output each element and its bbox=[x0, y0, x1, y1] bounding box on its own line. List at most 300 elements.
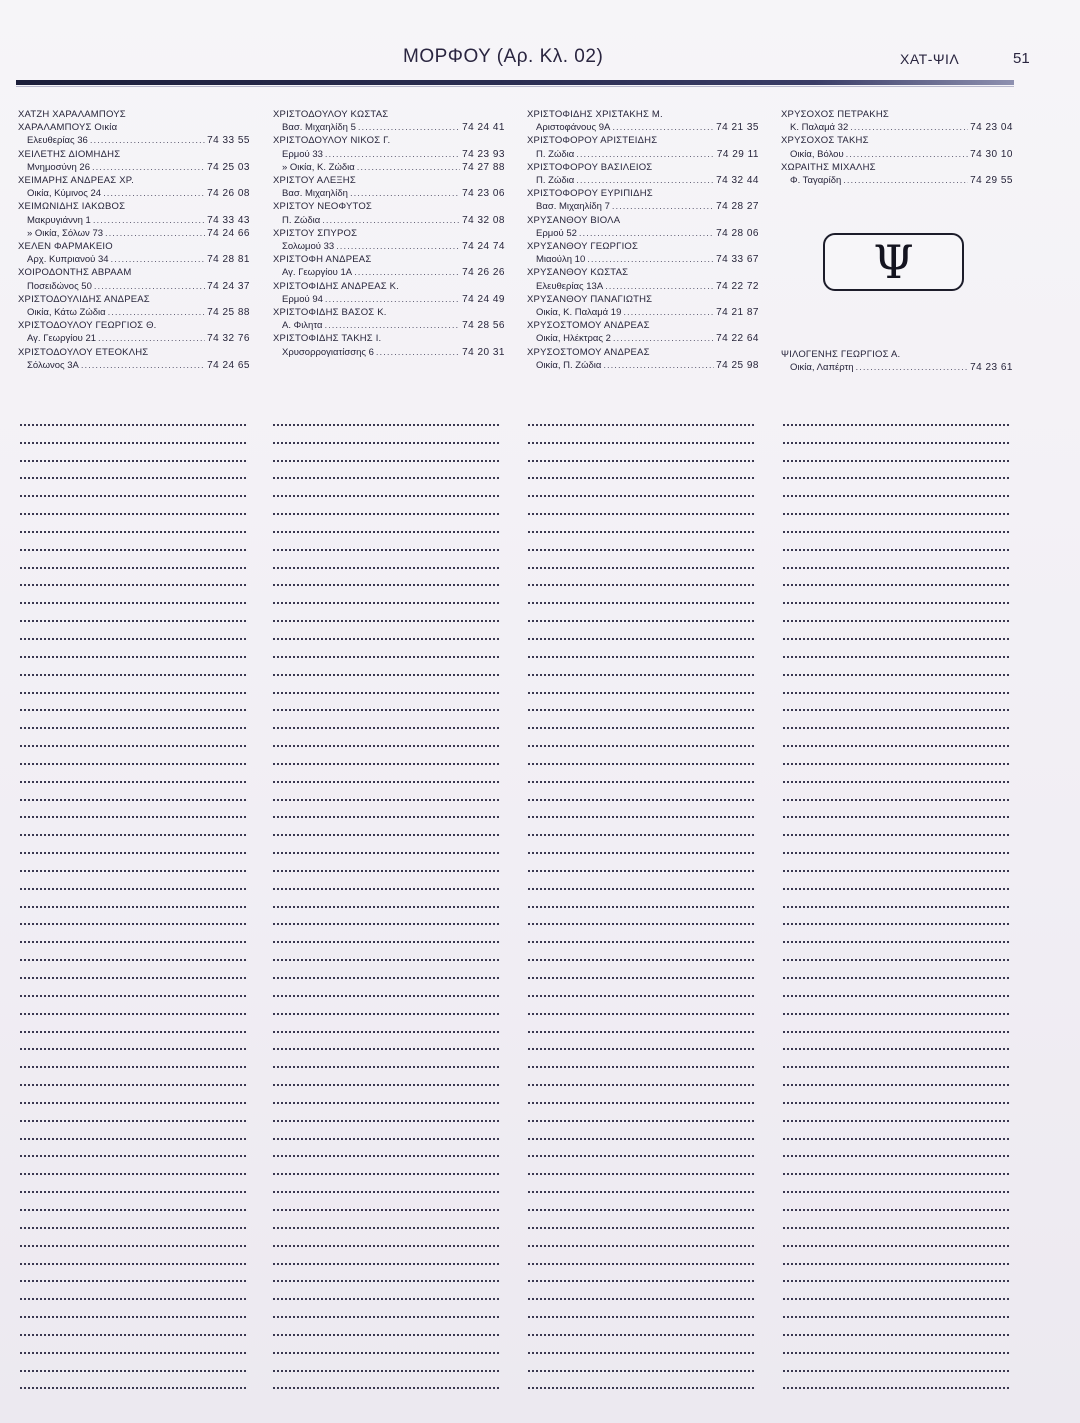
dotted-note-line bbox=[273, 836, 499, 854]
dot-leader bbox=[358, 121, 460, 134]
entry-address: Ποσειδώνος 50 bbox=[27, 280, 92, 292]
dotted-note-line bbox=[528, 1068, 754, 1086]
dotted-note-line bbox=[528, 890, 754, 908]
entry-address: Ελευθερίας 36 bbox=[27, 135, 88, 147]
entry-phone: 74 29 55 bbox=[970, 175, 1013, 187]
dotted-note-line bbox=[783, 711, 1009, 729]
dot-leader bbox=[612, 121, 714, 134]
dotted-note-line bbox=[783, 426, 1009, 444]
dotted-note-line bbox=[783, 943, 1009, 961]
dotted-note-line bbox=[273, 551, 499, 569]
dotted-note-line bbox=[783, 408, 1009, 426]
dotted-note-line bbox=[783, 997, 1009, 1015]
entry-name: ΧΡΙΣΤΟΔΟΥΛΟΥ ΚΩΣΤΑΣ bbox=[273, 109, 389, 120]
dotted-note-line bbox=[528, 1015, 754, 1033]
dotted-note-line bbox=[273, 729, 499, 747]
dotted-note-line bbox=[528, 676, 754, 694]
dotted-note-line bbox=[20, 1157, 246, 1175]
entry-phone: 74 23 04 bbox=[970, 122, 1013, 134]
dotted-note-line bbox=[528, 462, 754, 480]
entry-name: ΧΡΙΣΤΟΦΟΡΟΥ ΑΡΙΣΤΕΙΔΗΣ bbox=[527, 135, 658, 147]
directory-entry bbox=[273, 306, 505, 332]
dot-leader bbox=[105, 227, 205, 240]
dotted-note-line bbox=[273, 1318, 499, 1336]
entry-address: Μιαούλη 10 bbox=[536, 254, 586, 266]
entry-line bbox=[273, 293, 505, 306]
dotted-note-line bbox=[273, 1068, 499, 1086]
page-title: ΜΟΡΦΟΥ (Αρ. Κλ. 02) bbox=[403, 46, 604, 67]
page-number: 51 bbox=[1013, 50, 1030, 67]
dotted-note-line bbox=[528, 1265, 754, 1283]
dotted-note-line bbox=[783, 1068, 1009, 1086]
dotted-note-line bbox=[273, 515, 499, 533]
entry-line bbox=[781, 361, 1013, 374]
entry-line bbox=[527, 148, 759, 161]
entry-line bbox=[781, 174, 1013, 187]
dotted-note-line bbox=[273, 694, 499, 712]
notes-lines-column-3 bbox=[528, 408, 754, 1398]
entry-phone: 74 32 76 bbox=[207, 333, 250, 345]
dotted-note-line bbox=[783, 497, 1009, 515]
dotted-note-line bbox=[783, 836, 1009, 854]
dot-leader bbox=[357, 161, 460, 174]
entry-phone: 74 24 41 bbox=[462, 122, 505, 134]
dotted-note-line bbox=[528, 622, 754, 640]
dotted-note-line bbox=[783, 765, 1009, 783]
dotted-note-line bbox=[273, 1193, 499, 1211]
dotted-note-line bbox=[273, 1372, 499, 1390]
dotted-note-line bbox=[528, 640, 754, 658]
entry-name: ΧΟΙΡΟΔΟΝΤΗΣ ΑΒΡΑΑΜ bbox=[18, 267, 132, 279]
dotted-note-line bbox=[528, 1229, 754, 1247]
dotted-note-line bbox=[528, 961, 754, 979]
dotted-note-line bbox=[783, 569, 1009, 587]
dotted-note-line bbox=[20, 818, 246, 836]
dotted-note-line bbox=[273, 640, 499, 658]
entry-name: ΧΡΙΣΤΟΦΙΔΗΣ ΒΑΣΟΣ Κ. bbox=[273, 307, 387, 319]
entry-name: ΧΕΙΛΕΤΗΣ ΔΙΟΜΗΔΗΣ bbox=[18, 148, 121, 160]
dotted-note-line bbox=[528, 729, 754, 747]
dot-leader bbox=[603, 359, 714, 372]
dotted-note-line bbox=[273, 569, 499, 587]
dotted-note-line bbox=[528, 569, 754, 587]
entry-line bbox=[18, 214, 250, 227]
dotted-note-line bbox=[783, 1015, 1009, 1033]
dotted-note-line bbox=[528, 479, 754, 497]
dotted-note-line bbox=[273, 497, 499, 515]
dotted-note-line bbox=[783, 961, 1009, 979]
dotted-note-line bbox=[528, 1354, 754, 1372]
entry-phone: 74 25 88 bbox=[207, 307, 250, 319]
dotted-note-line bbox=[528, 1050, 754, 1068]
dotted-note-line bbox=[783, 694, 1009, 712]
entry-address: Π. Ζώδια bbox=[282, 214, 321, 226]
entry-name: ΧΡΙΣΤΟΦΟΡΟΥ ΕΥΡΙΠΙΔΗΣ bbox=[527, 188, 653, 200]
entry-line bbox=[18, 187, 250, 200]
directory-entry bbox=[273, 200, 505, 226]
entry-address: Ερμού 33 bbox=[282, 148, 323, 160]
dotted-note-line bbox=[783, 604, 1009, 622]
dotted-note-line bbox=[273, 1033, 499, 1051]
dot-leader bbox=[324, 319, 460, 332]
directory-entry bbox=[527, 293, 759, 319]
entry-address: Π. Ζώδια bbox=[536, 175, 575, 187]
directory-entry bbox=[527, 214, 759, 240]
dotted-note-line bbox=[528, 997, 754, 1015]
dotted-note-line bbox=[273, 783, 499, 801]
entry-phone: 74 32 44 bbox=[716, 175, 759, 187]
dotted-note-line bbox=[20, 586, 246, 604]
dotted-note-line bbox=[20, 1175, 246, 1193]
dotted-note-line bbox=[20, 533, 246, 551]
dot-leader bbox=[843, 174, 968, 187]
dotted-note-line bbox=[273, 961, 499, 979]
dotted-note-line bbox=[783, 1086, 1009, 1104]
directory-entry bbox=[18, 148, 250, 174]
entry-line bbox=[18, 253, 250, 266]
directory-entry bbox=[781, 134, 1013, 160]
dotted-note-line bbox=[528, 1372, 754, 1390]
entry-line bbox=[18, 227, 250, 240]
entry-line bbox=[273, 346, 505, 359]
entry-address: Σολωμού 33 bbox=[282, 241, 335, 253]
entry-phone: 74 21 35 bbox=[716, 122, 759, 134]
dotted-note-line bbox=[528, 801, 754, 819]
entry-address: » Οικία, Σόλων 73 bbox=[27, 227, 104, 239]
dotted-note-line bbox=[528, 1282, 754, 1300]
alphabetic-range: ΧΑΤ-ΨΙΛ bbox=[900, 51, 960, 67]
dotted-note-line bbox=[20, 890, 246, 908]
entry-address: Βασ. Μιχαηλίδη 5 bbox=[282, 122, 356, 134]
entry-name: ΧΑΤΖΗ ΧΑΡΑΛΑΜΠΟΥΣ bbox=[18, 109, 126, 120]
entry-name: ΨΙΛΟΓΕΝΗΣ ΓΕΩΡΓΙΟΣ Α. bbox=[781, 349, 901, 360]
entry-phone: 74 25 03 bbox=[207, 161, 250, 173]
dotted-note-line bbox=[783, 908, 1009, 926]
entry-line bbox=[273, 240, 505, 253]
dot-leader bbox=[322, 214, 460, 227]
dotted-note-line bbox=[273, 747, 499, 765]
dotted-note-line bbox=[20, 479, 246, 497]
dotted-note-line bbox=[528, 943, 754, 961]
dotted-note-line bbox=[20, 997, 246, 1015]
directory-entry bbox=[273, 332, 505, 358]
entry-name: ΧΡΥΣΑΝΘΟΥ ΒΙΟΛΑ bbox=[527, 214, 621, 226]
entry-phone: 74 24 65 bbox=[207, 359, 250, 371]
entry-line bbox=[527, 280, 759, 293]
directory-entry bbox=[18, 174, 250, 200]
entry-address: Αγ. Γεωργίου 1Α bbox=[282, 267, 353, 279]
dotted-note-line bbox=[273, 1157, 499, 1175]
dotted-note-line bbox=[528, 1193, 754, 1211]
dot-leader bbox=[376, 346, 460, 359]
entry-phone: 74 32 08 bbox=[462, 214, 505, 226]
entry-address: Αγ. Γεωργίου 21 bbox=[27, 333, 97, 345]
dotted-note-line bbox=[528, 783, 754, 801]
dotted-note-line bbox=[273, 1050, 499, 1068]
dotted-note-line bbox=[273, 1104, 499, 1122]
dotted-note-line bbox=[783, 854, 1009, 872]
entry-line bbox=[527, 174, 759, 187]
entry-phone: 74 22 72 bbox=[716, 280, 759, 292]
dotted-note-line bbox=[273, 1336, 499, 1354]
entry-name: ΧΑΡΑΛΑΜΠΟΥΣ Οικία bbox=[18, 122, 118, 134]
entry-name: ΧΡΙΣΤΟΔΟΥΛΟΥ ΕΤΕΟΚΛΗΣ bbox=[18, 346, 149, 358]
entry-line bbox=[527, 227, 759, 240]
dotted-note-line bbox=[273, 711, 499, 729]
entry-line bbox=[18, 306, 250, 319]
dotted-note-line bbox=[273, 908, 499, 926]
dotted-note-line bbox=[783, 551, 1009, 569]
dotted-note-line bbox=[528, 818, 754, 836]
entry-phone: 74 24 74 bbox=[462, 241, 505, 253]
dotted-note-line bbox=[783, 1354, 1009, 1372]
dotted-note-line bbox=[20, 1122, 246, 1140]
entry-name: ΧΡΥΣΟΧΟΣ ΠΕΤΡΑΚΗΣ bbox=[781, 109, 889, 120]
dotted-note-line bbox=[273, 854, 499, 872]
dotted-note-line bbox=[20, 515, 246, 533]
directory-entry bbox=[527, 346, 759, 372]
dotted-note-line bbox=[20, 1229, 246, 1247]
page-header bbox=[18, 40, 1030, 80]
entry-line bbox=[527, 306, 759, 319]
entry-address: Αριστοφάνους 9Α bbox=[536, 122, 611, 134]
dot-leader bbox=[350, 187, 460, 200]
dotted-note-line bbox=[783, 640, 1009, 658]
dotted-note-line bbox=[528, 604, 754, 622]
entry-phone: 74 28 06 bbox=[716, 227, 759, 239]
dotted-note-line bbox=[20, 836, 246, 854]
listing-column-4 bbox=[781, 108, 1013, 187]
dotted-note-line bbox=[273, 658, 499, 676]
dotted-note-line bbox=[273, 533, 499, 551]
entry-address: Ερμού 52 bbox=[536, 227, 577, 239]
dotted-note-line bbox=[783, 925, 1009, 943]
dot-leader bbox=[111, 253, 206, 266]
dotted-note-line bbox=[783, 1211, 1009, 1229]
dotted-note-line bbox=[528, 1211, 754, 1229]
dotted-note-line bbox=[20, 622, 246, 640]
dotted-note-line bbox=[273, 1122, 499, 1140]
entry-phone: 74 33 43 bbox=[207, 214, 250, 226]
entry-name: ΧΡΥΣΑΝΘΟΥ ΚΩΣΤΑΣ bbox=[527, 267, 629, 279]
dotted-note-line bbox=[273, 979, 499, 997]
notes-lines-column-2 bbox=[273, 408, 499, 1398]
dot-leader bbox=[81, 359, 205, 372]
dot-leader bbox=[92, 161, 205, 174]
directory-entry bbox=[18, 240, 250, 266]
dotted-note-line bbox=[20, 1318, 246, 1336]
dotted-note-line bbox=[20, 1140, 246, 1158]
entry-address: Ερμού 94 bbox=[282, 293, 323, 305]
entry-address: Ελευθερίας 13Α bbox=[536, 280, 604, 292]
notes-lines-column-1 bbox=[20, 408, 246, 1398]
entry-phone: 74 27 88 bbox=[462, 161, 505, 173]
dotted-note-line bbox=[20, 1336, 246, 1354]
directory-entry bbox=[18, 266, 250, 292]
dot-leader bbox=[850, 121, 968, 134]
dotted-note-line bbox=[783, 515, 1009, 533]
dot-leader bbox=[856, 361, 969, 374]
entry-phone: 74 25 98 bbox=[716, 359, 759, 371]
entry-name: ΧΡΥΣΑΝΘΟΥ ΓΕΩΡΓΙΟΣ bbox=[527, 241, 639, 253]
dotted-note-line bbox=[528, 444, 754, 462]
dotted-note-line bbox=[528, 1157, 754, 1175]
entry-address: Οικία, Κ. Παλαμά 19 bbox=[536, 307, 622, 319]
dotted-note-line bbox=[273, 1229, 499, 1247]
header-rule-thin bbox=[16, 86, 1014, 87]
dot-leader bbox=[90, 134, 205, 147]
dotted-note-line bbox=[783, 1318, 1009, 1336]
psi-letter: Ψ bbox=[873, 235, 914, 289]
dotted-note-line bbox=[783, 1122, 1009, 1140]
psi-entry bbox=[781, 348, 1013, 374]
dotted-note-line bbox=[783, 1372, 1009, 1390]
entry-address: Οικία, Κάτω Ζώδια bbox=[27, 307, 106, 319]
dot-leader bbox=[576, 174, 714, 187]
entry-phone: 74 28 81 bbox=[207, 254, 250, 266]
entry-line bbox=[527, 121, 759, 134]
dotted-note-line bbox=[20, 711, 246, 729]
entry-address: Αρχ. Κυπριανού 34 bbox=[27, 254, 109, 266]
directory-entry bbox=[527, 319, 759, 345]
entry-line bbox=[273, 121, 505, 134]
dotted-note-line bbox=[273, 462, 499, 480]
entry-line bbox=[781, 121, 1013, 134]
dotted-note-line bbox=[783, 479, 1009, 497]
dotted-note-line bbox=[20, 604, 246, 622]
letter-psi-logo bbox=[823, 233, 964, 291]
entry-name: ΧΡΙΣΤΟΥ ΑΛΕΞΗΣ bbox=[273, 175, 356, 187]
dotted-note-line bbox=[20, 1015, 246, 1033]
dotted-note-line bbox=[528, 658, 754, 676]
dotted-note-line bbox=[528, 497, 754, 515]
dotted-note-line bbox=[20, 1372, 246, 1390]
dotted-note-line bbox=[273, 604, 499, 622]
dotted-note-line bbox=[20, 854, 246, 872]
dotted-note-line bbox=[273, 1211, 499, 1229]
entry-address: » Οικία, Κ. Ζώδια bbox=[282, 161, 355, 173]
dotted-note-line bbox=[528, 533, 754, 551]
dotted-note-line bbox=[20, 1300, 246, 1318]
dotted-note-line bbox=[273, 586, 499, 604]
dotted-note-line bbox=[20, 979, 246, 997]
dotted-note-line bbox=[528, 925, 754, 943]
dotted-note-line bbox=[528, 408, 754, 426]
entry-address: Μακρυγιάννη 1 bbox=[27, 214, 91, 226]
entry-line bbox=[273, 161, 505, 174]
entry-line bbox=[527, 253, 759, 266]
entry-address: Βασ. Μιχαηλίδη 7 bbox=[536, 201, 610, 213]
dotted-note-line bbox=[20, 729, 246, 747]
dotted-note-line bbox=[783, 979, 1009, 997]
dot-leader bbox=[325, 293, 460, 306]
entry-line bbox=[273, 266, 505, 279]
entry-address: Χρυσορρογιατίσσης 6 bbox=[282, 346, 374, 358]
entry-name: ΧΡΥΣΑΝΘΟΥ ΠΑΝΑΓΙΩΤΗΣ bbox=[527, 293, 653, 305]
dot-leader bbox=[612, 200, 714, 213]
entry-phone: 74 33 55 bbox=[207, 135, 250, 147]
entry-address: Βασ. Μιχαηλίδη bbox=[282, 188, 348, 200]
dotted-note-line bbox=[783, 1265, 1009, 1283]
dotted-note-line bbox=[20, 1247, 246, 1265]
listing-column-2 bbox=[273, 108, 505, 359]
dotted-note-line bbox=[783, 1175, 1009, 1193]
entry-name: ΧΡΙΣΤΟΦΙΔΗΣ ΤΑΚΗΣ Ι. bbox=[273, 333, 382, 345]
entry-name: ΧΡΙΣΤΟΦΙΔΗΣ ΧΡΙΣΤΑΚΗΣ Μ. bbox=[527, 109, 663, 120]
dot-leader bbox=[613, 332, 714, 345]
dotted-note-line bbox=[528, 551, 754, 569]
entry-address: Κ. Παλαμά 32 bbox=[790, 122, 849, 134]
dotted-note-line bbox=[783, 890, 1009, 908]
entry-name: ΧΕΛΕΝ ΦΑΡΜΑΚΕΙΟ bbox=[18, 241, 113, 253]
entry-name: ΧΩΡΑΙΤΗΣ ΜΙΧΑΛΗΣ bbox=[781, 161, 876, 173]
dotted-note-line bbox=[273, 925, 499, 943]
dotted-note-line bbox=[20, 497, 246, 515]
dot-leader bbox=[98, 332, 205, 345]
directory-entry bbox=[527, 134, 759, 160]
dotted-note-line bbox=[273, 622, 499, 640]
dotted-note-line bbox=[783, 1282, 1009, 1300]
dotted-note-line bbox=[783, 801, 1009, 819]
dotted-note-line bbox=[783, 1104, 1009, 1122]
entry-phone: 74 21 87 bbox=[716, 307, 759, 319]
dotted-note-line bbox=[20, 1282, 246, 1300]
dotted-note-line bbox=[273, 1300, 499, 1318]
directory-entry bbox=[18, 121, 250, 147]
dot-leader bbox=[336, 240, 460, 253]
dotted-note-line bbox=[20, 551, 246, 569]
directory-entry bbox=[527, 240, 759, 266]
dotted-note-line bbox=[528, 426, 754, 444]
entry-phone: 74 24 37 bbox=[207, 280, 250, 292]
dotted-note-line bbox=[20, 1104, 246, 1122]
dotted-note-line bbox=[20, 444, 246, 462]
dotted-note-line bbox=[20, 1193, 246, 1211]
dotted-note-line bbox=[783, 586, 1009, 604]
entry-name: ΧΕΙΜΑΡΗΣ ΑΝΔΡΕΑΣ ΧΡ. bbox=[18, 175, 134, 187]
entry-phone: 74 29 11 bbox=[716, 148, 759, 160]
entry-name: ΧΡΙΣΤΟΔΟΥΛΟΥ ΓΕΩΡΓΙΟΣ Θ. bbox=[18, 320, 157, 332]
dotted-note-line bbox=[783, 872, 1009, 890]
dot-leader bbox=[94, 280, 205, 293]
dotted-note-line bbox=[783, 444, 1009, 462]
entry-line bbox=[273, 148, 505, 161]
dotted-note-line bbox=[273, 1247, 499, 1265]
entry-address: Π. Ζώδια bbox=[536, 148, 575, 160]
entry-name: ΧΕΙΜΩΝΙΔΗΣ ΙΑΚΩΒΟΣ bbox=[18, 201, 126, 213]
entry-name: ΧΡΙΣΤΟΔΟΥΛΙΔΗΣ ΑΝΔΡΕΑΣ bbox=[18, 293, 150, 305]
dotted-note-line bbox=[783, 1300, 1009, 1318]
dotted-note-line bbox=[528, 836, 754, 854]
entry-phone: 74 26 26 bbox=[462, 267, 505, 279]
entry-line bbox=[273, 187, 505, 200]
entry-line bbox=[273, 319, 505, 332]
dotted-note-line bbox=[783, 1336, 1009, 1354]
dotted-note-line bbox=[528, 1336, 754, 1354]
directory-entry bbox=[273, 108, 505, 134]
dotted-note-line bbox=[783, 729, 1009, 747]
entry-line bbox=[527, 359, 759, 372]
dotted-note-line bbox=[273, 408, 499, 426]
dotted-note-line bbox=[273, 1265, 499, 1283]
dotted-note-line bbox=[20, 961, 246, 979]
dotted-note-line bbox=[783, 1050, 1009, 1068]
dotted-note-line bbox=[20, 694, 246, 712]
dotted-note-line bbox=[783, 818, 1009, 836]
dotted-note-line bbox=[528, 586, 754, 604]
entry-line bbox=[18, 332, 250, 345]
entry-name: ΧΡΙΣΤΟΦΙΔΗΣ ΑΝΔΡΕΑΣ Κ. bbox=[273, 280, 400, 292]
